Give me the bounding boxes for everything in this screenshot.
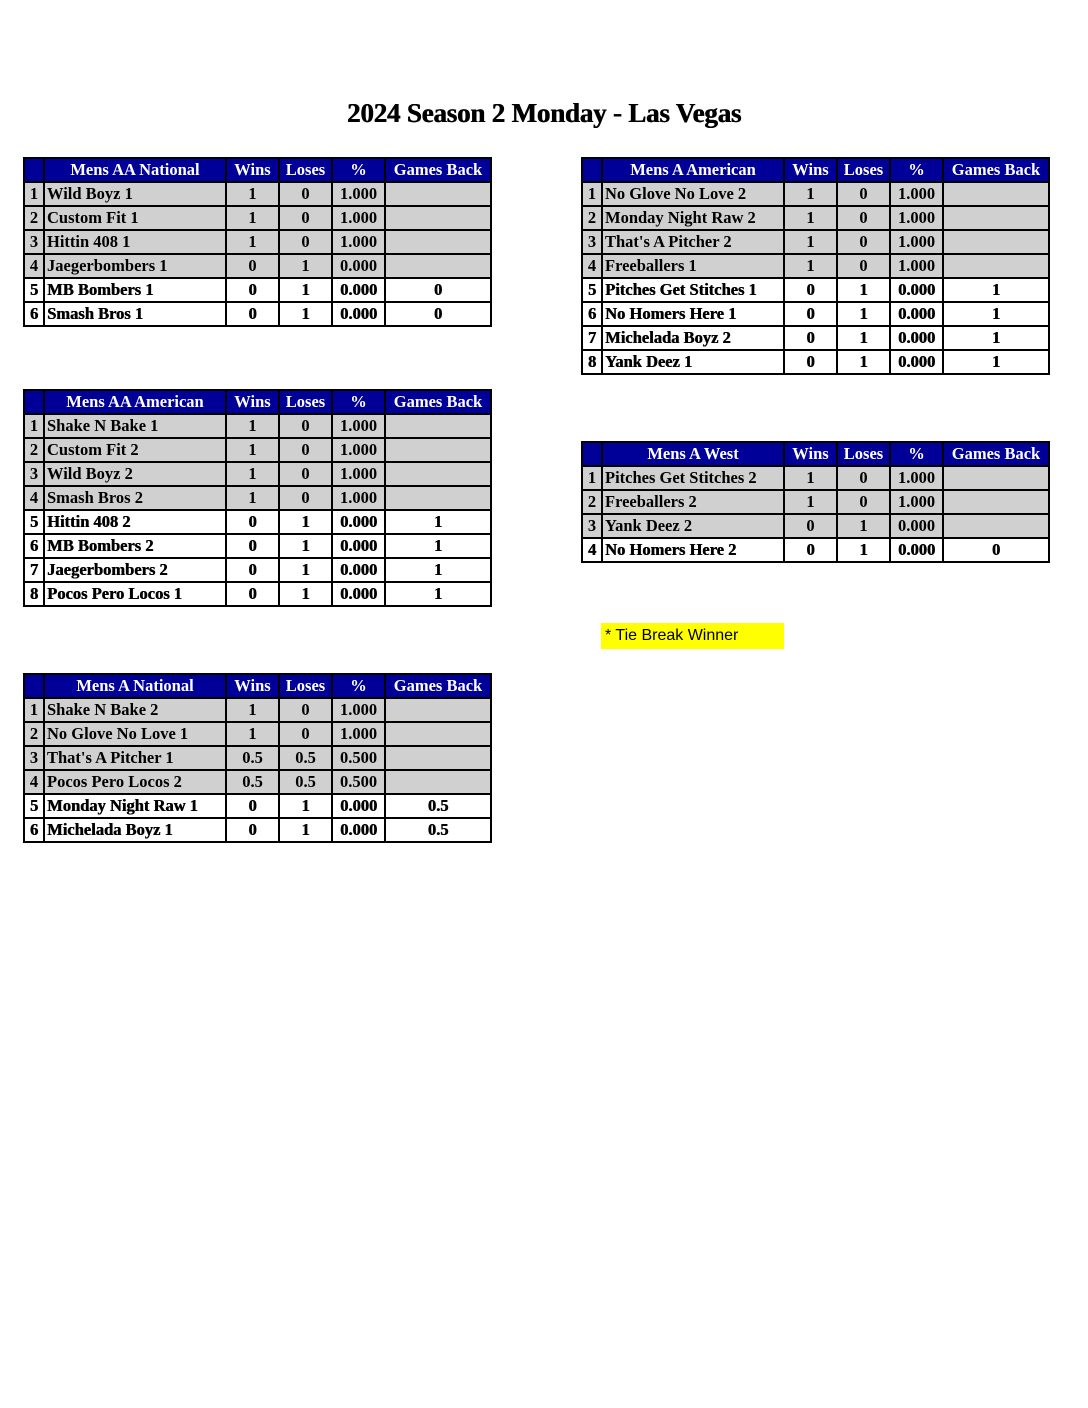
team-cell: Wild Boyz 2 [44, 462, 226, 486]
rank-header [24, 158, 44, 182]
team-cell: Smash Bros 2 [44, 486, 226, 510]
loses-cell: 1 [279, 254, 332, 278]
wins-cell: 1 [784, 466, 837, 490]
table-row [582, 182, 1049, 206]
table-row [582, 514, 1049, 538]
games-back-cell [943, 514, 1049, 538]
table-row [24, 278, 491, 302]
loses-cell: 0 [279, 486, 332, 510]
standings-table [581, 441, 1050, 563]
pct-header: % [332, 674, 385, 698]
pct-cell: 1.000 [890, 230, 943, 254]
loses-header: Loses [279, 158, 332, 182]
pct-cell: 1.000 [332, 414, 385, 438]
games-back-cell [385, 182, 491, 206]
table-row [24, 794, 491, 818]
team-cell: Michelada Boyz 1 [44, 818, 226, 842]
games-back-cell [943, 254, 1049, 278]
pct-cell: 1.000 [890, 206, 943, 230]
team-cell: No Glove No Love 1 [44, 722, 226, 746]
wins-cell: 1 [226, 182, 279, 206]
rank-cell: 5 [24, 278, 44, 302]
team-cell: Pocos Pero Locos 1 [44, 582, 226, 606]
loses-cell: 0 [279, 230, 332, 254]
rank-cell: 7 [24, 558, 44, 582]
table-header-row [582, 158, 1049, 182]
table-row [582, 466, 1049, 490]
team-cell: MB Bombers 2 [44, 534, 226, 558]
wins-cell: 0 [226, 794, 279, 818]
loses-cell: 1 [837, 514, 890, 538]
loses-cell: 1 [279, 794, 332, 818]
team-cell: Shake N Bake 2 [44, 698, 226, 722]
games-back-header: Games Back [943, 158, 1049, 182]
pct-cell: 0.000 [332, 278, 385, 302]
pct-cell: 0.500 [332, 770, 385, 794]
team-cell: No Glove No Love 2 [602, 182, 784, 206]
wins-cell: 0 [784, 350, 837, 374]
pct-cell: 0.000 [890, 514, 943, 538]
pct-cell: 0.000 [890, 326, 943, 350]
pct-cell: 0.000 [332, 582, 385, 606]
team-cell: Hittin 408 2 [44, 510, 226, 534]
rank-cell: 2 [24, 438, 44, 462]
table-row [24, 510, 491, 534]
games-back-cell: 0.5 [385, 794, 491, 818]
pct-cell: 0.000 [332, 794, 385, 818]
table-row [582, 302, 1049, 326]
team-cell: Freeballers 1 [602, 254, 784, 278]
team-cell: Smash Bros 1 [44, 302, 226, 326]
loses-cell: 1 [279, 278, 332, 302]
loses-cell: 0 [279, 722, 332, 746]
wins-cell: 0 [226, 582, 279, 606]
pct-cell: 0.000 [332, 254, 385, 278]
pct-cell: 0.000 [890, 302, 943, 326]
pct-cell: 0.000 [332, 534, 385, 558]
loses-cell: 0 [279, 438, 332, 462]
games-back-cell [385, 746, 491, 770]
wins-cell: 1 [226, 486, 279, 510]
table-row [24, 486, 491, 510]
table-header-row [24, 390, 491, 414]
rank-cell: 6 [24, 818, 44, 842]
loses-cell: 1 [837, 302, 890, 326]
pct-cell: 1.000 [332, 206, 385, 230]
loses-cell: 0 [837, 466, 890, 490]
rank-cell: 3 [24, 230, 44, 254]
loses-cell: 0 [837, 206, 890, 230]
table-row [24, 182, 491, 206]
rank-cell: 6 [24, 302, 44, 326]
loses-cell: 1 [837, 538, 890, 562]
team-cell: Yank Deez 1 [602, 350, 784, 374]
rank-cell: 5 [582, 278, 602, 302]
rank-cell: 1 [582, 466, 602, 490]
loses-cell: 1 [279, 558, 332, 582]
division-name: Mens A National [44, 674, 226, 698]
pct-cell: 1.000 [332, 462, 385, 486]
standings-table [23, 673, 492, 843]
loses-cell: 0 [279, 206, 332, 230]
rank-cell: 3 [582, 230, 602, 254]
wins-cell: 1 [784, 254, 837, 278]
wins-header: Wins [226, 158, 279, 182]
games-back-header: Games Back [385, 158, 491, 182]
rank-cell: 4 [24, 770, 44, 794]
loses-cell: 0 [837, 230, 890, 254]
wins-cell: 0 [226, 510, 279, 534]
wins-cell: 1 [226, 462, 279, 486]
table-row [24, 722, 491, 746]
table-row [24, 746, 491, 770]
rank-cell: 1 [24, 414, 44, 438]
wins-cell: 1 [226, 206, 279, 230]
wins-cell: 0 [226, 534, 279, 558]
loses-cell: 1 [837, 350, 890, 374]
table-header-row [24, 674, 491, 698]
loses-cell: 0 [837, 182, 890, 206]
team-cell: No Homers Here 2 [602, 538, 784, 562]
games-back-cell [385, 414, 491, 438]
loses-cell: 1 [279, 818, 332, 842]
games-back-cell: 1 [943, 326, 1049, 350]
rank-cell: 6 [24, 534, 44, 558]
games-back-cell: 1 [943, 278, 1049, 302]
loses-cell: 1 [837, 278, 890, 302]
games-back-cell: 0 [385, 278, 491, 302]
games-back-cell: 1 [385, 510, 491, 534]
pct-header: % [890, 442, 943, 466]
games-back-cell: 0 [943, 538, 1049, 562]
rank-cell: 3 [24, 746, 44, 770]
wins-header: Wins [784, 158, 837, 182]
games-back-cell [385, 486, 491, 510]
games-back-cell [385, 438, 491, 462]
pct-cell: 0.000 [332, 818, 385, 842]
team-cell: Custom Fit 2 [44, 438, 226, 462]
table-row [582, 230, 1049, 254]
wins-cell: 0 [226, 818, 279, 842]
wins-cell: 0 [226, 278, 279, 302]
loses-header: Loses [279, 390, 332, 414]
loses-cell: 1 [279, 582, 332, 606]
pct-cell: 0.000 [332, 302, 385, 326]
table-header-row [582, 442, 1049, 466]
table-row [24, 582, 491, 606]
loses-cell: 0 [279, 414, 332, 438]
loses-cell: 0 [837, 490, 890, 514]
tie-break-note: * Tie Break Winner [601, 623, 784, 649]
pct-cell: 1.000 [890, 490, 943, 514]
loses-header: Loses [279, 674, 332, 698]
rank-cell: 4 [582, 538, 602, 562]
games-back-header: Games Back [385, 390, 491, 414]
loses-header: Loses [837, 442, 890, 466]
team-cell: Wild Boyz 1 [44, 182, 226, 206]
division-name: Mens A American [602, 158, 784, 182]
pct-cell: 1.000 [332, 722, 385, 746]
wins-cell: 0 [226, 302, 279, 326]
wins-cell: 1 [226, 438, 279, 462]
pct-cell: 0.000 [890, 350, 943, 374]
table-row [24, 230, 491, 254]
table-row [24, 462, 491, 486]
wins-cell: 1 [784, 182, 837, 206]
wins-cell: 1 [784, 206, 837, 230]
standings-table [581, 157, 1050, 375]
team-cell: Jaegerbombers 2 [44, 558, 226, 582]
games-back-cell [385, 722, 491, 746]
loses-cell: 1 [279, 534, 332, 558]
division-name: Mens AA National [44, 158, 226, 182]
team-cell: That's A Pitcher 2 [602, 230, 784, 254]
pct-cell: 0.500 [332, 746, 385, 770]
wins-cell: 0 [226, 558, 279, 582]
team-cell: Jaegerbombers 1 [44, 254, 226, 278]
wins-cell: 0 [784, 514, 837, 538]
team-cell: Monday Night Raw 1 [44, 794, 226, 818]
table-row [582, 350, 1049, 374]
team-cell: Custom Fit 1 [44, 206, 226, 230]
loses-cell: 0.5 [279, 746, 332, 770]
games-back-cell [385, 770, 491, 794]
wins-cell: 1 [784, 490, 837, 514]
pct-cell: 1.000 [332, 698, 385, 722]
rank-cell: 2 [582, 490, 602, 514]
loses-cell: 0 [279, 182, 332, 206]
table-row [24, 558, 491, 582]
rank-cell: 8 [24, 582, 44, 606]
rank-cell: 7 [582, 326, 602, 350]
wins-cell: 0 [784, 326, 837, 350]
table-row [582, 278, 1049, 302]
rank-header [582, 158, 602, 182]
team-cell: That's A Pitcher 1 [44, 746, 226, 770]
pct-cell: 1.000 [890, 182, 943, 206]
table-row [24, 254, 491, 278]
wins-cell: 0 [784, 278, 837, 302]
team-cell: Michelada Boyz 2 [602, 326, 784, 350]
standings-table [23, 389, 492, 607]
games-back-cell [385, 254, 491, 278]
wins-cell: 0.5 [226, 770, 279, 794]
rank-header [582, 442, 602, 466]
table-row [582, 538, 1049, 562]
wins-cell: 0 [784, 538, 837, 562]
games-back-header: Games Back [943, 442, 1049, 466]
games-back-cell [943, 206, 1049, 230]
games-back-cell: 1 [943, 350, 1049, 374]
loses-cell: 1 [837, 326, 890, 350]
pct-cell: 1.000 [332, 182, 385, 206]
games-back-cell [943, 490, 1049, 514]
team-cell: Shake N Bake 1 [44, 414, 226, 438]
wins-cell: 1 [226, 722, 279, 746]
table-row [24, 534, 491, 558]
pct-cell: 0.000 [890, 278, 943, 302]
team-cell: Pitches Get Stitches 1 [602, 278, 784, 302]
pct-header: % [890, 158, 943, 182]
pct-cell: 1.000 [332, 230, 385, 254]
rank-cell: 4 [24, 254, 44, 278]
wins-cell: 1 [784, 230, 837, 254]
loses-cell: 0 [279, 462, 332, 486]
rank-cell: 3 [24, 462, 44, 486]
pct-cell: 1.000 [890, 466, 943, 490]
wins-cell: 1 [226, 230, 279, 254]
rank-cell: 3 [582, 514, 602, 538]
games-back-cell [943, 182, 1049, 206]
games-back-cell: 1 [385, 534, 491, 558]
table-row [24, 206, 491, 230]
games-back-cell: 1 [385, 558, 491, 582]
rank-cell: 1 [582, 182, 602, 206]
games-back-cell [385, 206, 491, 230]
table-row [24, 770, 491, 794]
rank-header [24, 390, 44, 414]
rank-cell: 8 [582, 350, 602, 374]
table-row [24, 414, 491, 438]
rank-cell: 4 [24, 486, 44, 510]
wins-cell: 0 [226, 254, 279, 278]
team-cell: Monday Night Raw 2 [602, 206, 784, 230]
pct-header: % [332, 158, 385, 182]
wins-cell: 1 [226, 414, 279, 438]
wins-cell: 1 [226, 698, 279, 722]
rank-cell: 1 [24, 182, 44, 206]
team-cell: MB Bombers 1 [44, 278, 226, 302]
loses-cell: 0.5 [279, 770, 332, 794]
loses-cell: 1 [279, 510, 332, 534]
games-back-cell [385, 698, 491, 722]
standings-table [23, 157, 492, 327]
rank-cell: 2 [582, 206, 602, 230]
table-row [24, 698, 491, 722]
table-row [582, 254, 1049, 278]
rank-cell: 2 [24, 722, 44, 746]
team-cell: Freeballers 2 [602, 490, 784, 514]
team-cell: Pocos Pero Locos 2 [44, 770, 226, 794]
wins-header: Wins [226, 674, 279, 698]
rank-header [24, 674, 44, 698]
rank-cell: 4 [582, 254, 602, 278]
pct-header: % [332, 390, 385, 414]
wins-header: Wins [226, 390, 279, 414]
table-row [24, 302, 491, 326]
wins-header: Wins [784, 442, 837, 466]
team-cell: No Homers Here 1 [602, 302, 784, 326]
pct-cell: 0.000 [332, 510, 385, 534]
division-name: Mens A West [602, 442, 784, 466]
wins-cell: 0 [784, 302, 837, 326]
loses-cell: 0 [837, 254, 890, 278]
games-back-cell: 1 [943, 302, 1049, 326]
loses-header: Loses [837, 158, 890, 182]
loses-cell: 1 [279, 302, 332, 326]
games-back-cell [385, 230, 491, 254]
games-back-cell [385, 462, 491, 486]
pct-cell: 0.000 [332, 558, 385, 582]
games-back-cell [943, 230, 1049, 254]
team-cell: Yank Deez 2 [602, 514, 784, 538]
table-row [24, 438, 491, 462]
page-title: 2024 Season 2 Monday - Las Vegas [346, 98, 742, 128]
table-row [582, 490, 1049, 514]
rank-cell: 1 [24, 698, 44, 722]
games-back-cell: 0.5 [385, 818, 491, 842]
rank-cell: 6 [582, 302, 602, 326]
rank-cell: 5 [24, 794, 44, 818]
team-cell: Hittin 408 1 [44, 230, 226, 254]
games-back-cell [943, 466, 1049, 490]
rank-cell: 2 [24, 206, 44, 230]
games-back-cell: 1 [385, 582, 491, 606]
pct-cell: 1.000 [890, 254, 943, 278]
table-header-row [24, 158, 491, 182]
wins-cell: 0.5 [226, 746, 279, 770]
games-back-cell: 0 [385, 302, 491, 326]
pct-cell: 0.000 [890, 538, 943, 562]
games-back-header: Games Back [385, 674, 491, 698]
table-row [582, 326, 1049, 350]
table-row [582, 206, 1049, 230]
loses-cell: 0 [279, 698, 332, 722]
rank-cell: 5 [24, 510, 44, 534]
table-row [24, 818, 491, 842]
division-name: Mens AA American [44, 390, 226, 414]
team-cell: Pitches Get Stitches 2 [602, 466, 784, 490]
pct-cell: 1.000 [332, 438, 385, 462]
pct-cell: 1.000 [332, 486, 385, 510]
